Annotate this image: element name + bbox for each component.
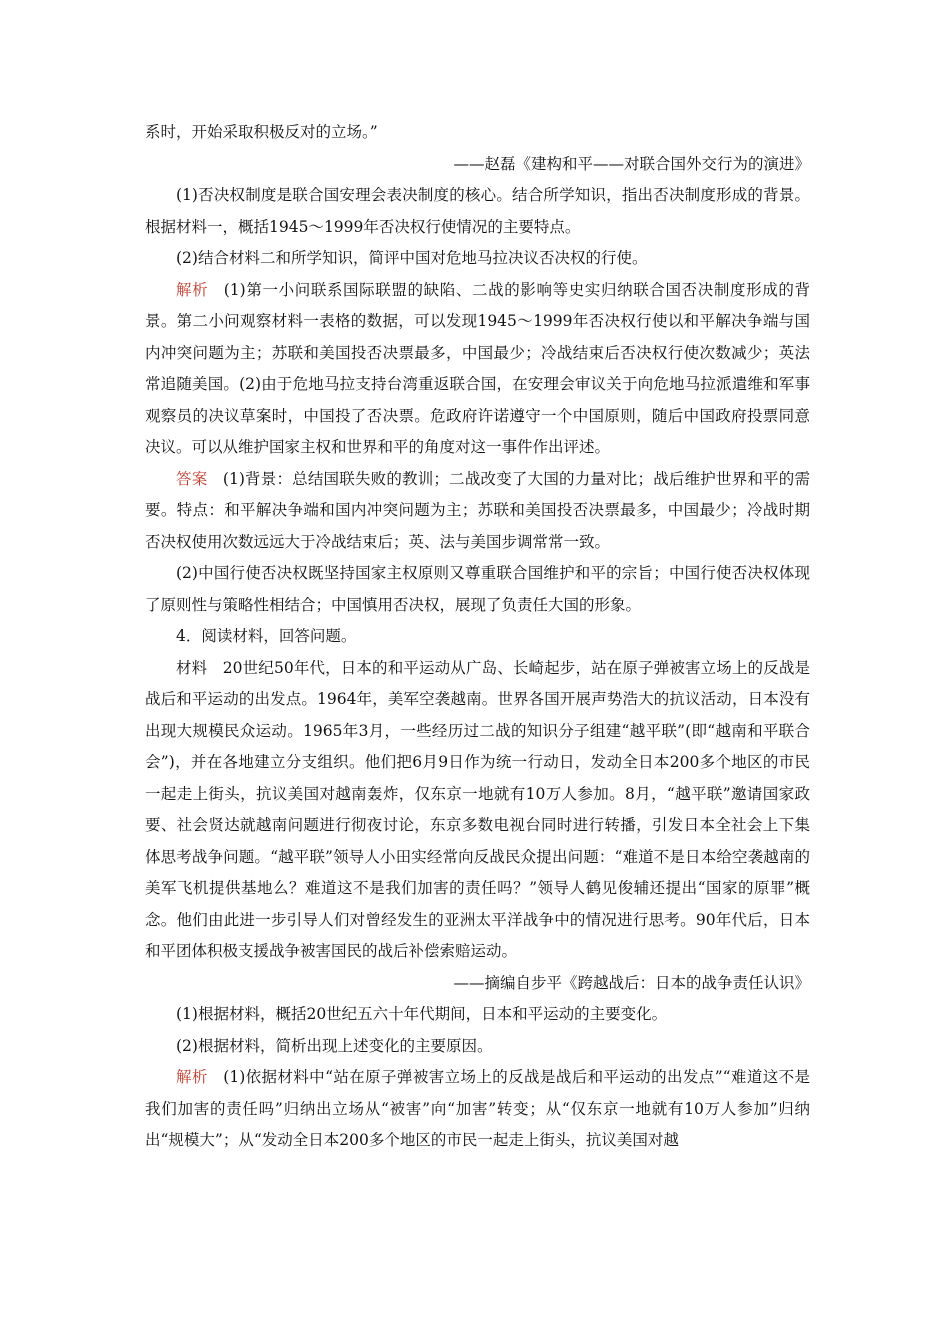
source-citation-2: ——摘编自步平《跨越战后：日本的战争责任认识》	[453, 973, 810, 992]
answer-block-2: (2)中国行使否决权既坚持国家主权原则又尊重联合国维护和平的宗旨；中国行使否决权体现了原则性与策略性相结合；中国慎用否决权，展现了负责任大国的形象。	[145, 564, 810, 614]
material-label: 材料	[176, 658, 208, 677]
question-4-title: 4．阅读材料，回答问题。	[176, 627, 357, 645]
material-text: 20世纪50年代，日本的和平运动从广岛、长崎起步，站在原子弹被害立场上的反战是战后和平运动的出发点。1964年，美军空袭越南。世界各国开展声势浩大的抗议活动，日本没有出现大规模民众运动。1965年3月，一些经历过二战的知识分子组建“越平联”(即“越南和平联合会”)，并在各地建立分支组织。他们把6月9日作为统一行动日，发动全日本200多个地区的市民一起走上街头，抗议美国对越南轰炸，仅东京一地就有10万人参加。8月，“越平联”邀请国家政要、社会贤达就越南问题进行彻夜讨论，东京多数电视台同时进行转播，引发日本全社会上下集体思考战争问题。“越平联”领导人小田实经常向反战民众提出问题：“难道不是日本给空袭越南的美军飞机提供基地么？难道这不是我们加害的责任吗？”领导人鹤见俊辅还提出“国家的原罪”概念。他们由此进一步引导人们对曾经发生的亚洲太平洋战争中的情况进行思考。90年代后，日本和平团体积极支援战争被害国民的战后补偿索赔运动。	[145, 658, 810, 960]
document-body	[145, 117, 810, 1157]
answer-block-1	[145, 464, 810, 559]
analysis-text: (1)依据材料中“站在原子弹被害立场上的反战是战后和平运动的出发点”“难道这不是我们加害的责任吗”归纳出立场从“被害”向“加害”转变；从“仅东京一地就有10万人参加”归纳出“规模大”；从“发动全日本200多个地区的市民一起走上街头，抗议美国对越	[145, 1068, 810, 1149]
question-3-part-2: (2)结合材料二和所学知识，简评中国对危地马拉决议否决权的行使。	[176, 249, 648, 267]
answer-text: (1)背景：总结国联失败的教训；二战改变了大国的力量对比；战后维护世界和平的需要。特点：和平解决争端和国内冲突问题为主；苏联和美国投否决票最多，中国最少；冷战时期否决权使用次数远远大于冷战结束后；英、法与美国步调常常一致。	[145, 469, 810, 551]
analysis-block-2	[145, 1062, 810, 1157]
analysis-label: 解析	[176, 1068, 208, 1086]
answer-label: 答案	[176, 469, 208, 488]
question-3-part-1: (1)否决权制度是联合国安理会表决制度的核心。结合所学知识，指出否决制度形成的背景。根据材料一，概括1945～1999年否决权行使情况的主要特点。	[145, 186, 810, 236]
analysis-text: (1)第一小问联系国际联盟的缺陷、二战的影响等史实归纳联合国否决制度形成的背景。第二小问观察材料一表格的数据，可以发现1945～1999年否决权行使以和平解决争端与国内冲突问题为主；苏联和美国投否决票最多，中国最少；冷战结束后否决权行使次数减少；英法常追随美国。(2)由于危地马拉支持台湾重返联合国，在安理会审议关于向危地马拉派遣维和军事观察员的决议草案时，中国投了否决票。危政府许诺遵守一个中国原则，随后中国政府投票同意决议。可以从维护国家主权和世界和平的角度对这一事件作出评述。	[145, 280, 810, 456]
analysis-label: 解析	[176, 280, 209, 299]
opening-line: 系时，开始采取积极反对的立场。”	[145, 123, 378, 141]
material-block	[145, 653, 810, 968]
question-4-part-1: (1)根据材料，概括20世纪五六十年代期间，日本和平运动的主要变化。	[176, 1005, 668, 1023]
question-4-part-2: (2)根据材料，简析出现上述变化的主要原因。	[176, 1036, 493, 1055]
source-citation-1: ——赵磊《建构和平——对联合国外交行为的演进》	[453, 154, 810, 173]
analysis-block-1	[145, 275, 810, 464]
